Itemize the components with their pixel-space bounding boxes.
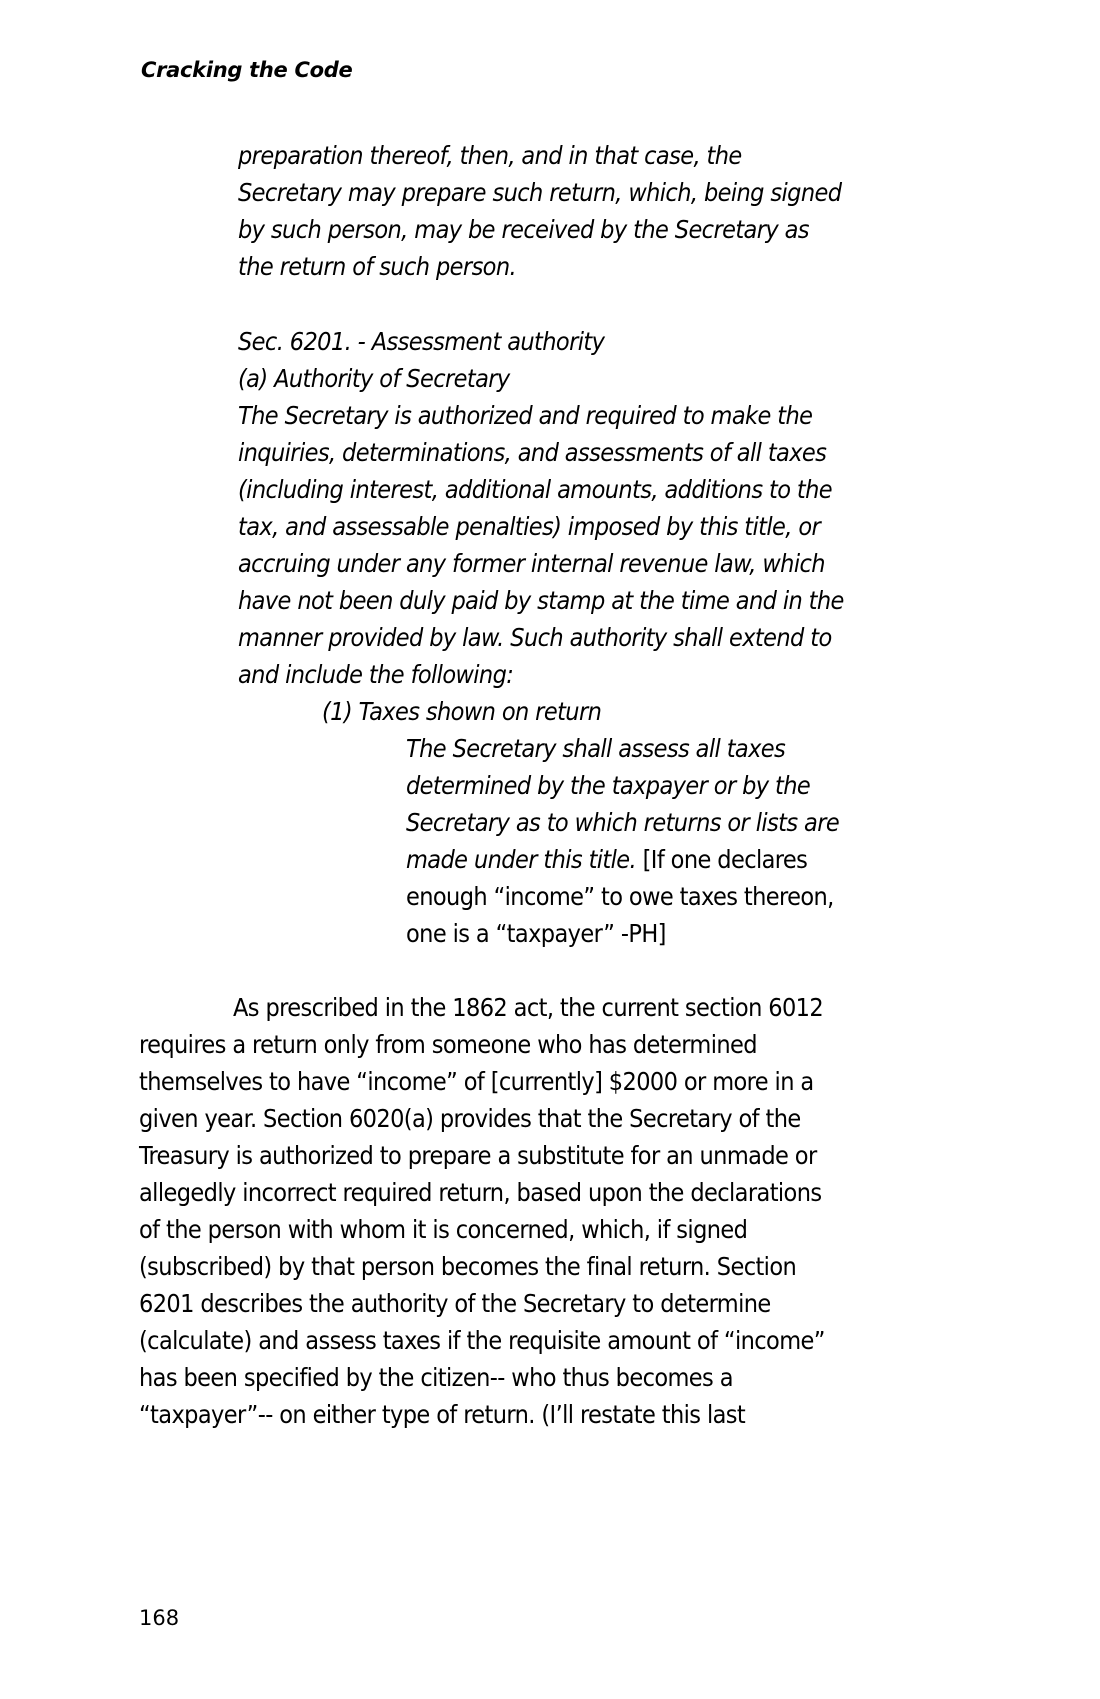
section-line: manner provided by law. Such authority shall extend to <box>238 623 832 652</box>
author-annotation: [If one declares <box>636 845 808 874</box>
section-line: have not been duly paid by stamp at the time and in the <box>238 586 844 615</box>
section-subheading: (a) Authority of Secretary <box>238 364 510 393</box>
section-line: The Secretary is authorized and required to make the <box>238 401 813 430</box>
body-line: of the person with whom it is concerned, which, if signed <box>139 1215 748 1244</box>
section-line: accruing under any former internal revenue law, which <box>238 549 825 578</box>
section-line: inquiries, determinations, and assessments of all taxes <box>238 438 827 467</box>
body-line: (subscribed) by that person becomes the final return. Section <box>139 1252 797 1281</box>
section-line: and include the following: <box>238 660 514 689</box>
body-line: “taxpayer”-- on either type of return. (I’ll restate this last <box>139 1400 746 1429</box>
body-line: Treasury is authorized to prepare a substitute for an unmade or <box>139 1141 817 1170</box>
body-line: requires a return only from someone who has determined <box>139 1030 757 1059</box>
page-number: 168 <box>139 1606 180 1630</box>
item-1-line: Secretary as to which returns or lists are <box>406 808 840 837</box>
quote-line: preparation thereof, then, and in that case, the <box>238 141 742 170</box>
section-line: tax, and assessable penalties) imposed by this title, or <box>238 512 821 541</box>
body-line: As prescribed in the 1862 act, the current section 6012 <box>233 993 824 1022</box>
item-1-last-italic: made under this title. <box>406 845 637 874</box>
item-1-mixed-line <box>406 840 807 880</box>
author-annotation-line: enough “income” to owe taxes thereon, <box>406 882 834 911</box>
author-annotation-line: one is a “taxpayer” -PH] <box>406 919 666 948</box>
body-line: (calculate) and assess taxes if the requisite amount of “income” <box>139 1326 825 1355</box>
running-head: Cracking the Code <box>141 58 353 82</box>
item-1-heading: (1) Taxes shown on return <box>322 697 602 726</box>
body-line: has been specified by the citizen-- who thus becomes a <box>139 1363 733 1392</box>
quote-line: Secretary may prepare such return, which, being signed <box>238 178 842 207</box>
body-line: allegedly incorrect required return, based upon the declarations <box>139 1178 822 1207</box>
item-1-line: determined by the taxpayer or by the <box>406 771 811 800</box>
body-line: themselves to have “income” of [currently] $2000 or more in a <box>139 1067 814 1096</box>
section-line: (including interest, additional amounts, additions to the <box>238 475 833 504</box>
section-heading: Sec. 6201. - Assessment authority <box>238 327 605 356</box>
item-1-line: The Secretary shall assess all taxes <box>406 734 786 763</box>
body-line: 6201 describes the authority of the Secretary to determine <box>139 1289 771 1318</box>
quote-line: the return of such person. <box>238 252 517 281</box>
body-line: given year. Section 6020(a) provides that the Secretary of the <box>139 1104 801 1133</box>
quote-line: by such person, may be received by the Secretary as <box>238 215 809 244</box>
